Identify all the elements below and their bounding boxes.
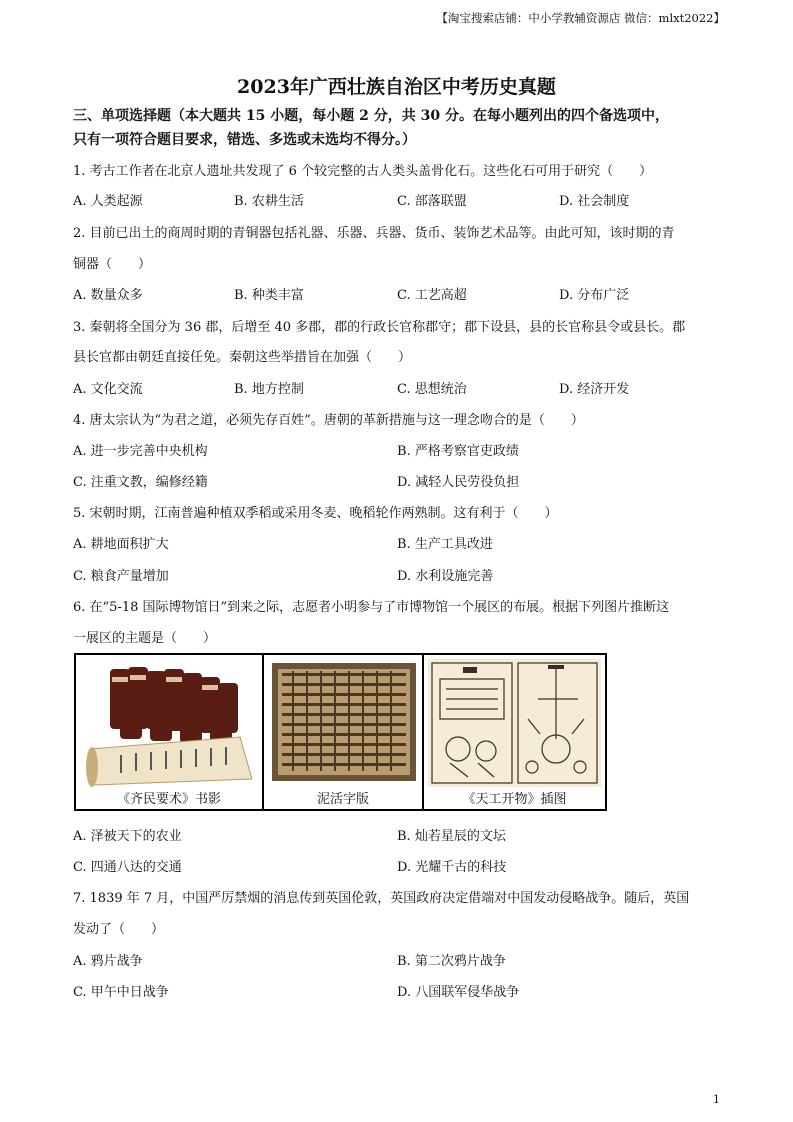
question-2-option-a[interactable]: A. 数量众多 <box>73 288 143 303</box>
question-2-option-b[interactable]: B. 种类丰富 <box>234 288 304 303</box>
question-7-option-a[interactable]: A. 鸦片战争 <box>73 954 143 969</box>
question-2-text-line1: 2. 目前已出土的商周时期的青铜器包括礼器、乐器、兵器、货币、装饰艺术品等。由此可知，该时期的青 <box>73 226 675 241</box>
question-3-text-line2: 县长官都由朝廷直接任免。秦朝这些举措旨在加强（ ） <box>73 350 412 365</box>
question-2-text-line2: 铜器（ ） <box>73 257 152 272</box>
question-1-option-c[interactable]: C. 部落联盟 <box>397 194 467 209</box>
question-6-option-b[interactable]: B. 灿若星辰的文坛 <box>397 829 506 844</box>
question-1-option-a[interactable]: A. 人类起源 <box>73 194 143 209</box>
figure-caption-1: 《齐民要术》书影 <box>116 792 221 807</box>
woodblock-illustration-image <box>428 659 601 787</box>
question-6-text-line2: 一展区的主题是（ ） <box>73 631 217 646</box>
question-6-option-c[interactable]: C. 四通八达的交通 <box>73 860 182 875</box>
question-7-text-line1: 7. 1839 年 7 月，中国严厉禁烟的消息传到英国伦敦，英国政府决定借端对中国发动侵略战争。随后，英国 <box>73 891 690 906</box>
question-5-option-b[interactable]: B. 生产工具改进 <box>397 537 493 552</box>
question-4-option-c[interactable]: C. 注重文教，编修经籍 <box>73 475 208 490</box>
question-6-text-line1: 6. 在“5-18 国际博物馆日”到来之际，志愿者小明参与了市博物馆一个展区的布展。根据下列图片推断这 <box>73 600 670 615</box>
question-2-option-c[interactable]: C. 工艺高超 <box>397 288 467 303</box>
section-instructions-line2: 只有一项符合题目要求，错选、多选或未选均不得分。） <box>73 132 416 148</box>
header-note: 【淘宝搜索店铺：中小学教辅资源店 微信：mlxt2022】 <box>436 11 725 25</box>
question-3-option-d[interactable]: D. 经济开发 <box>559 382 630 397</box>
question-4-option-a[interactable]: A. 进一步完善中央机构 <box>73 444 208 459</box>
question-6-option-a[interactable]: A. 泽被天下的农业 <box>73 829 182 844</box>
question-5-option-c[interactable]: C. 粮食产量增加 <box>73 569 169 584</box>
question-4-option-d[interactable]: D. 减轻人民劳役负担 <box>397 475 520 490</box>
question-3-option-a[interactable]: A. 文化交流 <box>73 382 143 397</box>
question-3-option-b[interactable]: B. 地方控制 <box>234 382 304 397</box>
question-1-option-b[interactable]: B. 农耕生活 <box>234 194 304 209</box>
clay-movable-type-image <box>268 659 420 787</box>
page-number: 1 <box>713 1093 720 1106</box>
question-5-option-d[interactable]: D. 水利设施完善 <box>397 569 494 584</box>
question-7-text-line2: 发动了（ ） <box>73 922 165 937</box>
question-6-figure <box>74 653 607 811</box>
question-5-text: 5. 宋朝时期，江南普遍种植双季稻或采用冬麦、晚稻轮作两熟制。这有利于（ ） <box>73 506 558 521</box>
figure-caption-3: 《天工开物》插图 <box>462 792 567 807</box>
question-1-option-d[interactable]: D. 社会制度 <box>559 194 630 209</box>
figure-panel-clay-type <box>264 655 424 809</box>
page-title: 2023年广西壮族自治区中考历史真题 <box>237 76 556 98</box>
question-3-option-c[interactable]: C. 思想统治 <box>397 382 467 397</box>
question-2-option-d[interactable]: D. 分布广泛 <box>559 288 630 303</box>
question-6-option-d[interactable]: D. 光耀千古的科技 <box>397 860 507 875</box>
figure-panel-tiangong-kaiwu <box>424 655 605 809</box>
question-5-option-a[interactable]: A. 耕地面积扩大 <box>73 537 169 552</box>
section-instructions-line1: 三、单项选择题（本大题共 15 小题，每小题 2 分，共 30 分。在每小题列出的四个备选项中， <box>73 108 669 124</box>
question-4-text: 4. 唐太宗认为“为君之道，必须先存百姓”。唐朝的革新措施与这一理念吻合的是（ ） <box>73 413 584 428</box>
question-7-option-b[interactable]: B. 第二次鸦片战争 <box>397 954 506 969</box>
question-7-option-d[interactable]: D. 八国联军侵华战争 <box>397 985 520 1000</box>
figure-caption-2: 泥活字版 <box>316 792 369 807</box>
figure-panel-qimin-yaoshu <box>76 655 264 809</box>
question-3-text-line1: 3. 秦朝将全国分为 36 郡，后增至 40 多郡，郡的行政长官称郡守；郡下设县，县的长官称县令或县长。郡 <box>73 320 686 335</box>
bamboo-scroll-image <box>80 659 260 787</box>
question-7-option-c[interactable]: C. 甲午中日战争 <box>73 985 169 1000</box>
question-4-option-b[interactable]: B. 严格考察官吏政绩 <box>397 444 519 459</box>
question-1-text: 1. 考古工作者在北京人遗址共发现了 6 个较完整的古人类头盖骨化石。这些化石可用于研究（ ） <box>73 164 653 179</box>
